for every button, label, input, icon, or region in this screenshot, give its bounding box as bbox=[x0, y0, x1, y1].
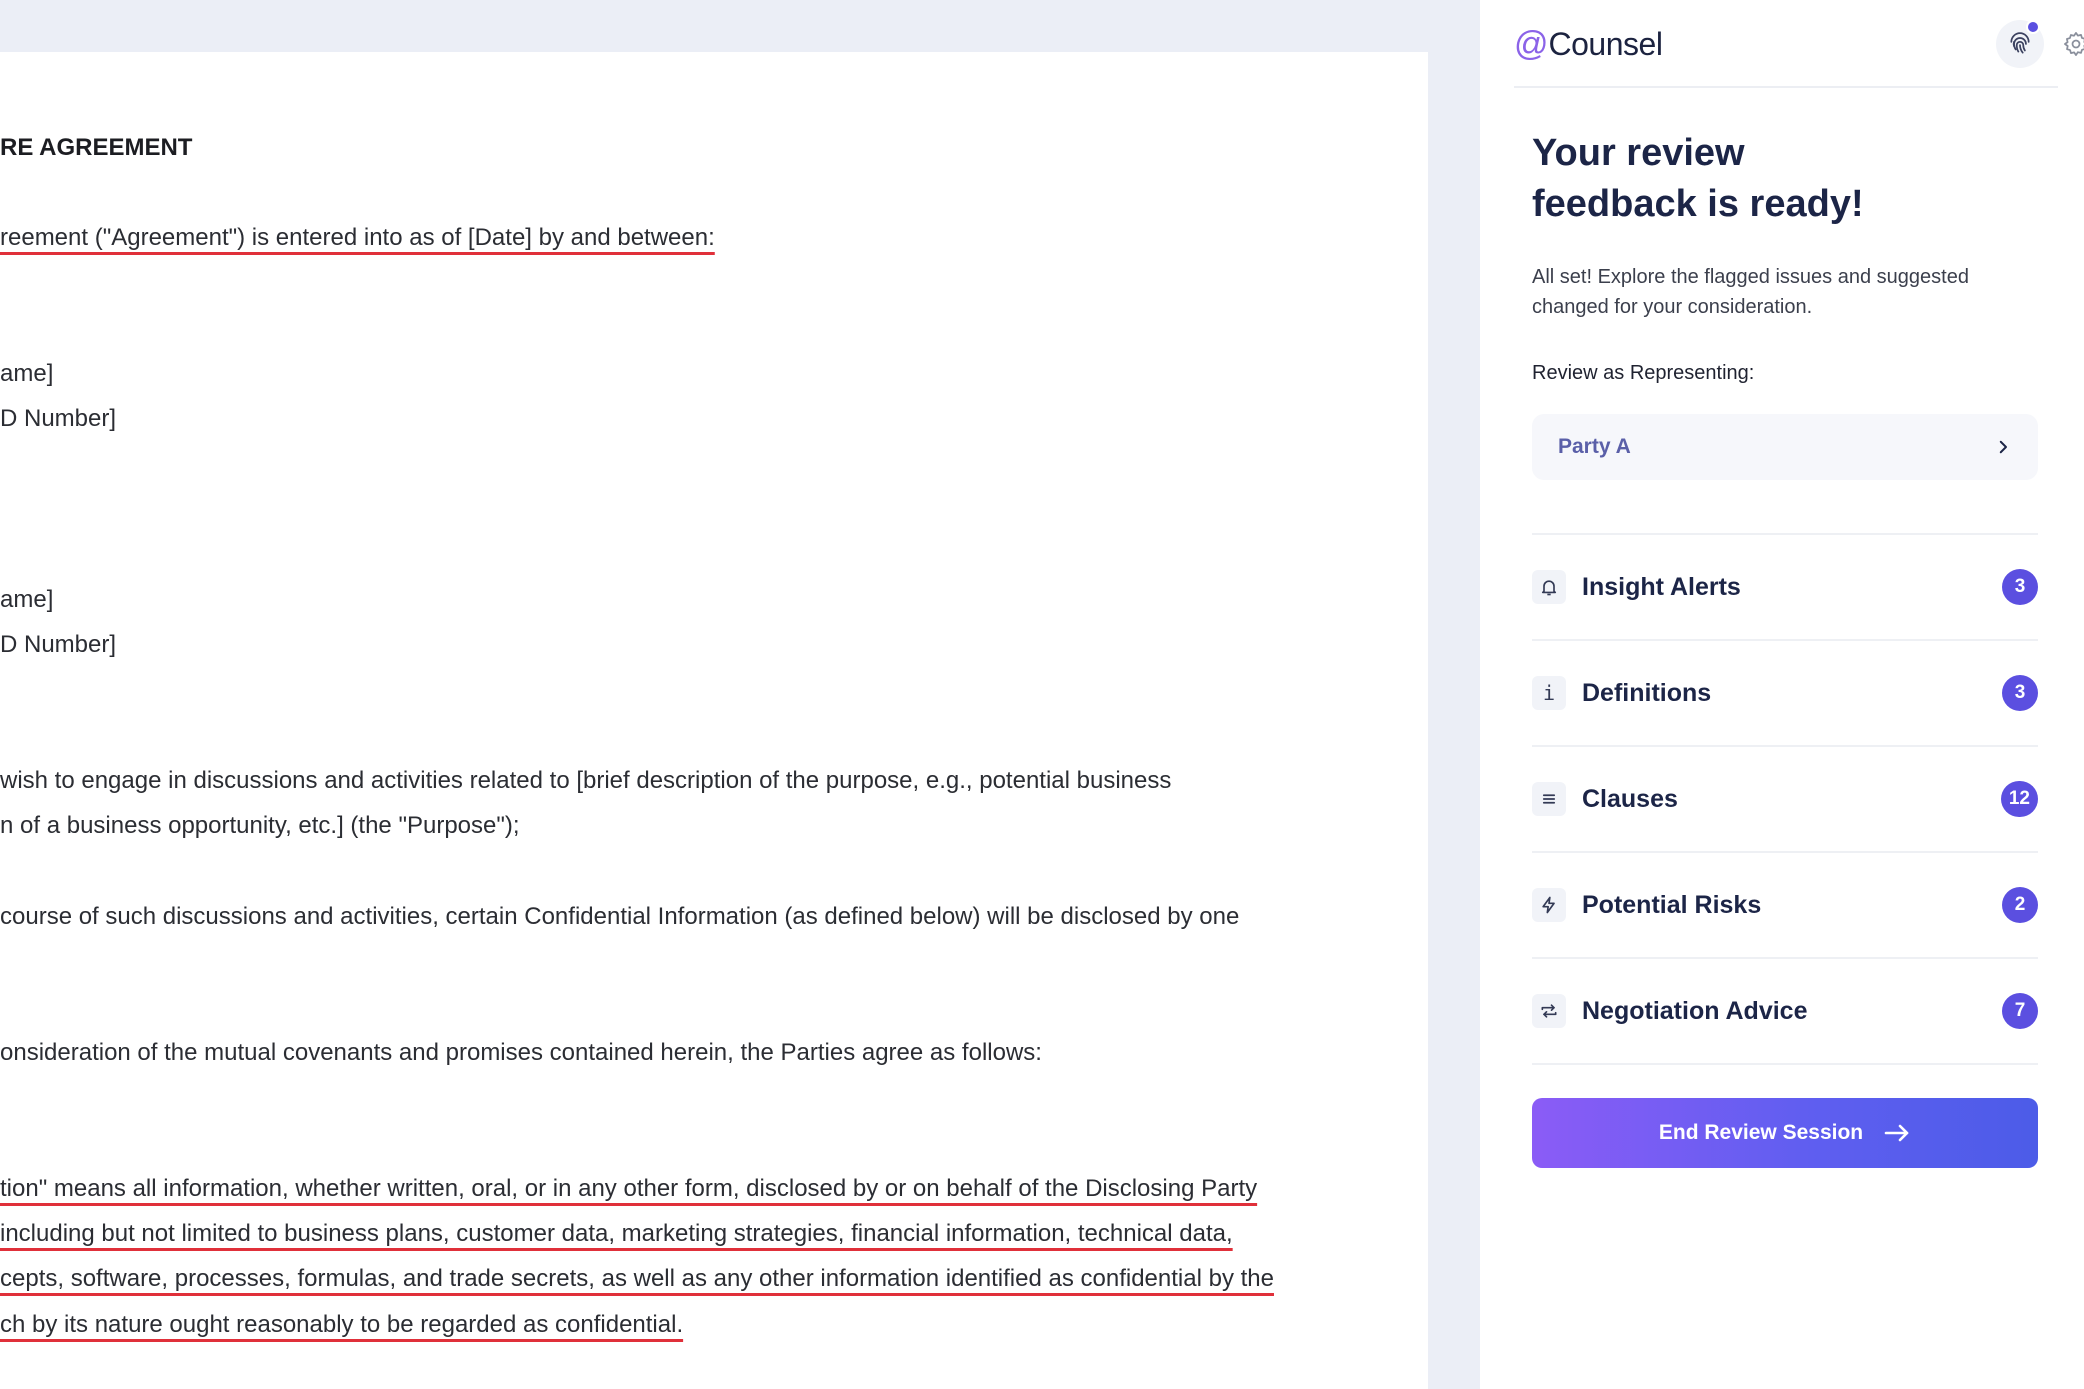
end-review-session-button[interactable] bbox=[1532, 1098, 2038, 1168]
section-label: Insight Alerts bbox=[1582, 572, 1741, 601]
section-label: Definitions bbox=[1582, 678, 1712, 707]
brand-logo bbox=[1514, 24, 1662, 64]
settings-button[interactable] bbox=[2060, 28, 2084, 60]
section-label: Potential Risks bbox=[1582, 890, 1762, 919]
document-line: ame] bbox=[0, 586, 54, 613]
document-line: n of a business opportunity, etc.] (the "Purpose"); bbox=[0, 812, 520, 839]
panel-title-line: Your review bbox=[1532, 132, 1745, 174]
repeat-icon bbox=[1532, 994, 1566, 1028]
document-page bbox=[0, 52, 1428, 1389]
review-panel bbox=[1480, 0, 2084, 1389]
section-definitions[interactable] bbox=[1532, 641, 2038, 747]
section-clauses[interactable] bbox=[1532, 747, 2038, 853]
brand-name: Counsel bbox=[1548, 26, 1663, 62]
document-line: ame] bbox=[0, 360, 54, 387]
party-select-value: Party A bbox=[1558, 435, 1631, 458]
flagged-text-line[interactable]: tion" means all information, whether written, oral, or in any other form, disclosed by or on behalf of the Disclosing Party bbox=[0, 1175, 1258, 1202]
count-badge: 2 bbox=[2002, 887, 2038, 923]
document-line: D Number] bbox=[0, 405, 117, 432]
flagged-text-line[interactable]: reement ("Agreement") is entered into as of [Date] by and between: bbox=[0, 224, 715, 251]
section-label: Negotiation Advice bbox=[1582, 996, 1808, 1025]
panel-header bbox=[1514, 0, 2058, 88]
party-select[interactable] bbox=[1532, 414, 2038, 480]
count-badge: 12 bbox=[2001, 781, 2038, 817]
panel-title bbox=[1532, 128, 2032, 230]
document-line: D Number] bbox=[0, 631, 117, 658]
panel-description: All set! Explore the flagged issues and suggested changed for your consideration. bbox=[1532, 266, 1969, 318]
verified-dot bbox=[2026, 20, 2040, 34]
section-insight-alerts[interactable] bbox=[1532, 535, 2038, 641]
end-review-session-label: End Review Session bbox=[1658, 1121, 1864, 1144]
document-heading: RE AGREEMENT bbox=[0, 134, 193, 161]
chevron-right-icon bbox=[1994, 438, 2012, 456]
count-badge: 7 bbox=[2002, 993, 2038, 1029]
section-label: Clauses bbox=[1582, 784, 1678, 813]
bell-icon bbox=[1532, 570, 1566, 604]
lightning-icon bbox=[1532, 888, 1566, 922]
fingerprint-icon bbox=[2007, 31, 2033, 57]
flagged-text-line[interactable]: cepts, software, processes, formulas, and trade secrets, as well as any other information identified as confidential by the bbox=[0, 1265, 1274, 1292]
fingerprint-button[interactable] bbox=[1996, 20, 2044, 68]
section-list bbox=[1532, 533, 2038, 1065]
gear-icon bbox=[2062, 30, 2084, 58]
count-badge: 3 bbox=[2002, 675, 2038, 711]
flagged-text-line[interactable]: including but not limited to business plans, customer data, marketing strategies, financial information, technical data, bbox=[0, 1220, 1233, 1247]
list-icon bbox=[1532, 782, 1566, 816]
brand-at-symbol: @ bbox=[1514, 25, 1549, 63]
section-negotiation-advice[interactable] bbox=[1532, 959, 2038, 1065]
info-icon: i bbox=[1532, 676, 1566, 710]
document-line: wish to engage in discussions and activities related to [brief description of the purpose, e.g., potential business bbox=[0, 767, 1172, 794]
count-badge: 3 bbox=[2002, 569, 2038, 605]
arrow-right-icon bbox=[1883, 1122, 1911, 1144]
flagged-text-line[interactable]: ch by its nature ought reasonably to be regarded as confidential. bbox=[0, 1311, 684, 1338]
document-line: course of such discussions and activities, certain Confidential Information (as defined below) will be disclosed by one bbox=[0, 903, 1240, 930]
representing-label: Review as Representing: bbox=[1532, 362, 1755, 384]
section-potential-risks[interactable] bbox=[1532, 853, 2038, 959]
document-line: onsideration of the mutual covenants and promises contained herein, the Parties agree as follows: bbox=[0, 1039, 1042, 1066]
panel-title-line: feedback is ready! bbox=[1532, 183, 1864, 225]
